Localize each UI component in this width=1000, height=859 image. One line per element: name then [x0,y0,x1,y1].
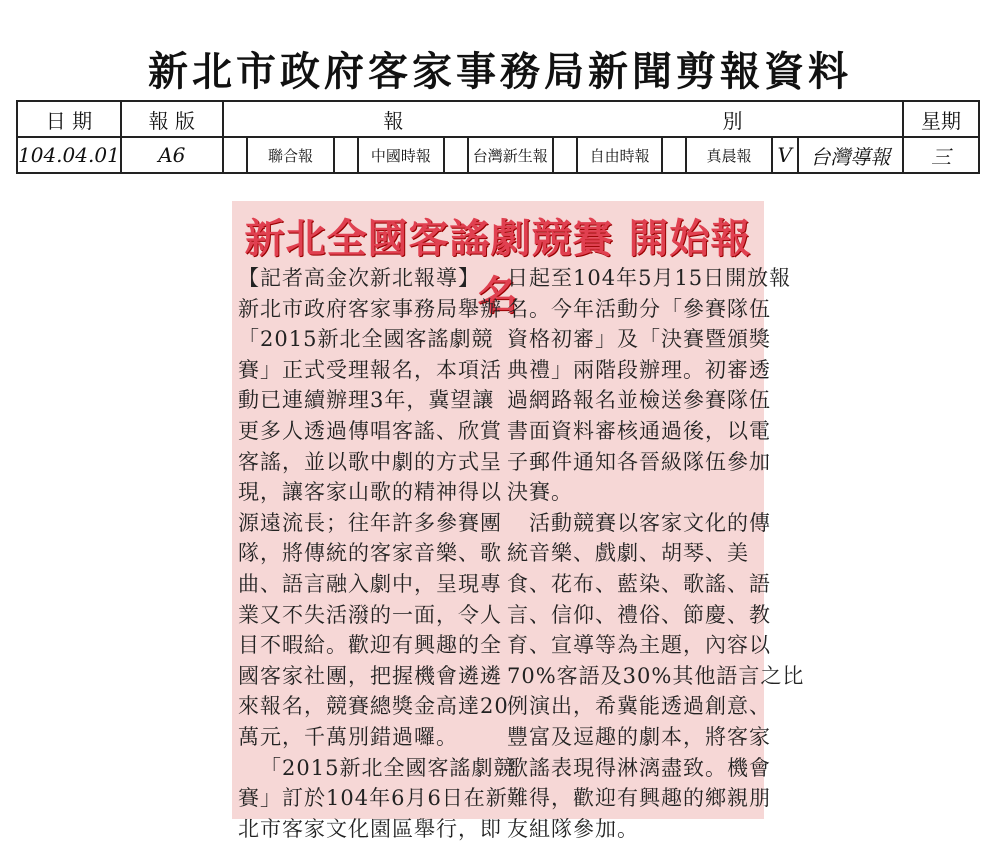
article-line: 資格初審」及「決賽暨頒獎 [507,327,771,352]
paper-chinatimes [333,138,442,172]
checkbox [333,138,359,172]
article-column-right [507,263,805,844]
article-line: 萬元，千萬別錯過囉。 [238,724,458,749]
paper-tsn [443,138,552,172]
article-line: 賽」訂於104年6月6日在新 [238,786,508,811]
paper-name: 自由時報 [589,146,650,165]
newspaper-header-right: 別 [722,108,743,133]
article-line: 業又不失活潑的一面，令人 [238,602,502,627]
paper-ltn [552,138,661,172]
article-line: 歌謠表現得淋漓盡致。機會 [507,755,771,780]
metadata-table [16,100,980,174]
article-headline: 新北全國客謠劇競賽 開始報名 [244,216,752,319]
article-line: 過網路報名並檢送參賽隊伍 [507,388,771,413]
weekday-value: 三 [903,137,979,173]
checkbox [552,138,578,172]
checkbox [443,138,469,172]
newspaper-clipping [232,201,805,841]
article-line: 言、信仰、禮俗、節慶、教 [507,602,771,627]
newspaper-list [223,137,903,173]
article-line: 客謠，並以歌中劇的方式呈 [238,449,502,474]
article-line: 70%客語及30%其他語言之比 [507,663,805,688]
newspaper-header [223,101,903,137]
weekday-header: 星期 [903,101,979,137]
article-line: 【記者高金次新北報導】 [238,266,480,290]
article-line: 動已連續辦理3年，冀望讓 [238,388,495,413]
newspaper-header-left: 報 [383,108,404,133]
paper-name: 中國時報 [370,146,431,165]
article-line: 新北市政府客家事務局舉辦 [238,296,502,321]
article-line: 子郵件通知各晉級隊伍參加 [507,449,771,474]
article-line: 賽」正式受理報名，本項活 [238,357,502,382]
article-column-left [238,263,516,844]
article-line: 目不暇給。歡迎有興趣的全 [238,633,502,658]
paper-other [771,138,902,172]
article-line: 豐富及逗趣的劇本，將客家 [507,724,771,749]
article-line: 源遠流長；往年許多參賽團 [238,510,502,535]
metadata-value-row [17,137,979,173]
article-line: 日起至104年5月15日開放報 [507,266,792,290]
checkbox [224,138,248,172]
article-line: 食、花布、藍染、歌謠、語 [507,571,771,596]
article-line: 名。今年活動分「參賽隊伍 [507,296,771,321]
article-line: 決賽。 [507,480,573,505]
article-line: 「2015新北全國客謠劇競 [238,327,494,352]
article-line: 友組隊參加。 [507,816,639,841]
edition-header: 報 版 [121,101,223,137]
article-line: 北市客家文化園區舉行，即 [238,816,502,841]
date-value: 104.04.01 [17,137,121,173]
date-header: 日 期 [17,101,121,137]
paper-name: 台灣新生報 [472,146,548,165]
article-line: 隊，將傳統的客家音樂、歌 [238,541,502,566]
edition-value: A6 [121,137,223,173]
article-line: 例演出，希冀能透過創意、 [507,694,771,719]
article-line: 活動競賽以客家文化的傳 [529,510,771,535]
document-title: 新北市政府客家事務局新聞剪報資料 [148,48,852,95]
article-line: 難得，歡迎有興趣的鄉親朋 [507,786,771,811]
article-line: 來報名，競賽總獎金高達20 [238,694,509,719]
metadata-header-row [17,101,979,137]
paper-udn [224,138,333,172]
paper-name: 聯合報 [267,146,313,165]
article-line: 典禮」兩階段辦理。初審透 [507,357,771,382]
article-line: 統音樂、戲劇、胡琴、美 [507,541,749,566]
article-line: 現，讓客家山歌的精神得以 [238,480,502,505]
article-line: 育、宣導等為主題，內容以 [507,633,771,658]
check-mark: V [771,138,799,172]
article-line: 更多人透過傳唱客謠、欣賞 [238,418,502,443]
article-line: 「2015新北全國客謠劇競 [260,755,516,780]
paper-chenchen [661,138,770,172]
paper-name: 真晨報 [706,146,752,165]
article-line: 書面資料審核通過後，以電 [507,418,771,443]
article-line: 曲、語言融入劇中，呈現專 [238,571,502,596]
other-paper-name: 台灣導報 [810,144,891,169]
article-line: 國客家社團，把握機會遴遴 [238,663,502,688]
checkbox [661,138,687,172]
